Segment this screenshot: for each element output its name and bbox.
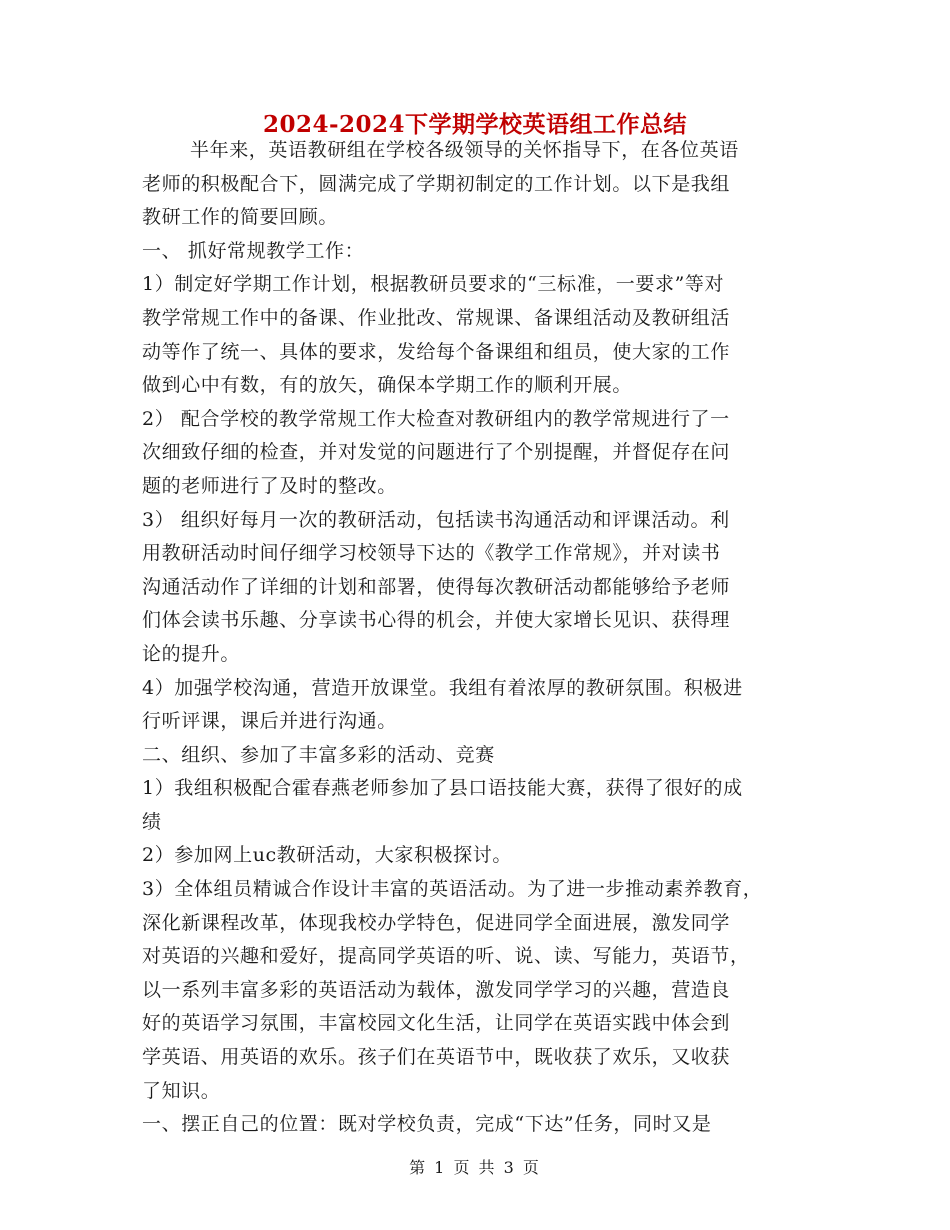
paragraph-line: 对英语的兴趣和爱好，提高同学英语的听、说、读、写能力，英语节， xyxy=(142,945,750,968)
paragraph-line: 1）我组积极配合霍春燕老师参加了县口语技能大赛，获得了很好的成 xyxy=(142,777,743,800)
paragraph-line: 教研工作的简要回顾。 xyxy=(142,206,339,229)
paragraph-line: 教学常规工作中的备课、作业批改、常规课、备课组活动及教研组活 xyxy=(142,306,731,329)
paragraph-line: 3）全体组员精诚合作设计丰富的英语活动。为了进一步推动素养教育， xyxy=(142,878,763,901)
paragraph-line: 2）参加网上uc教研活动，大家积极探讨。 xyxy=(142,844,512,867)
paragraph-line: 一、 抓好常规教学工作： xyxy=(142,239,365,262)
paragraph-line: 了知识。 xyxy=(142,1079,221,1102)
paragraph-line: 3） 组织好每月一次的教研活动，包括读书沟通活动和评课活动。利 xyxy=(142,508,730,531)
paragraph-line: 1）制定好学期工作计划，根据教研员要求的“三标准，一要求”等对 xyxy=(142,273,725,296)
paragraph-line: 好的英语学习氛围，丰富校园文化生活，让同学在英语实践中体会到 xyxy=(142,1012,731,1035)
paragraph-line: 半年来，英语教研组在学校各级领导的关怀指导下，在各位英语 xyxy=(190,139,739,161)
paragraph-line: 次细致仔细的检查，并对发觉的问题进行了个别提醒，并督促存在问 xyxy=(142,441,731,464)
paragraph-line: 题的老师进行了及时的整改。 xyxy=(142,474,397,497)
paragraph-line: 们体会读书乐趣、分享读书心得的机会，并使大家增长见识、获得理 xyxy=(142,609,731,632)
paragraph-line: 绩 xyxy=(142,810,162,833)
paragraph-line: 深化新课程改革，体现我校办学特色，促进同学全面进展，激发同学 xyxy=(142,911,731,934)
paragraph-line: 以一系列丰富多彩的英语活动为载体，激发同学学习的兴趣，营造良 xyxy=(142,978,731,1001)
paragraph-line: 一、摆正自己的位置：既对学校负责，完成“下达”任务，同时又是 xyxy=(142,1113,712,1136)
paragraph-line: 用教研活动时间仔细学习校领导下达的《教学工作常规》，并对读书 xyxy=(142,542,721,565)
paragraph-line: 动等作了统一、具体的要求，发给每个备课组和组员，使大家的工作 xyxy=(142,340,731,363)
paragraph-line: 学英语、用英语的欢乐。孩子们在英语节中，既收获了欢乐，又收获 xyxy=(142,1046,731,1069)
paragraph-line: 二、组织、参加了丰富多彩的活动、竞赛 xyxy=(142,743,495,766)
paragraph-line: 2） 配合学校的教学常规工作大检查对教研组内的教学常规进行了一 xyxy=(142,407,730,430)
paragraph-line: 论的提升。 xyxy=(142,642,241,665)
paragraph-line: 4）加强学校沟通，营造开放课堂。我组有着浓厚的教研氛围。积极进 xyxy=(142,676,743,699)
document-title: 2024-2024下学期学校英语组工作总结 xyxy=(262,111,688,138)
paragraph-line: 行听评课，课后并进行沟通。 xyxy=(142,710,397,733)
page-footer: 第 1 页 共 3 页 xyxy=(409,1158,541,1177)
document-body xyxy=(142,134,832,1142)
paragraph-line: 做到心中有数，有的放矢，确保本学期工作的顺利开展。 xyxy=(142,374,633,397)
paragraph-line: 沟通活动作了详细的计划和部署，使得每次教研活动都能够给予老师 xyxy=(142,575,731,598)
paragraph-line: 老师的积极配合下，圆满完成了学期初制定的工作计划。以下是我组 xyxy=(142,172,731,195)
